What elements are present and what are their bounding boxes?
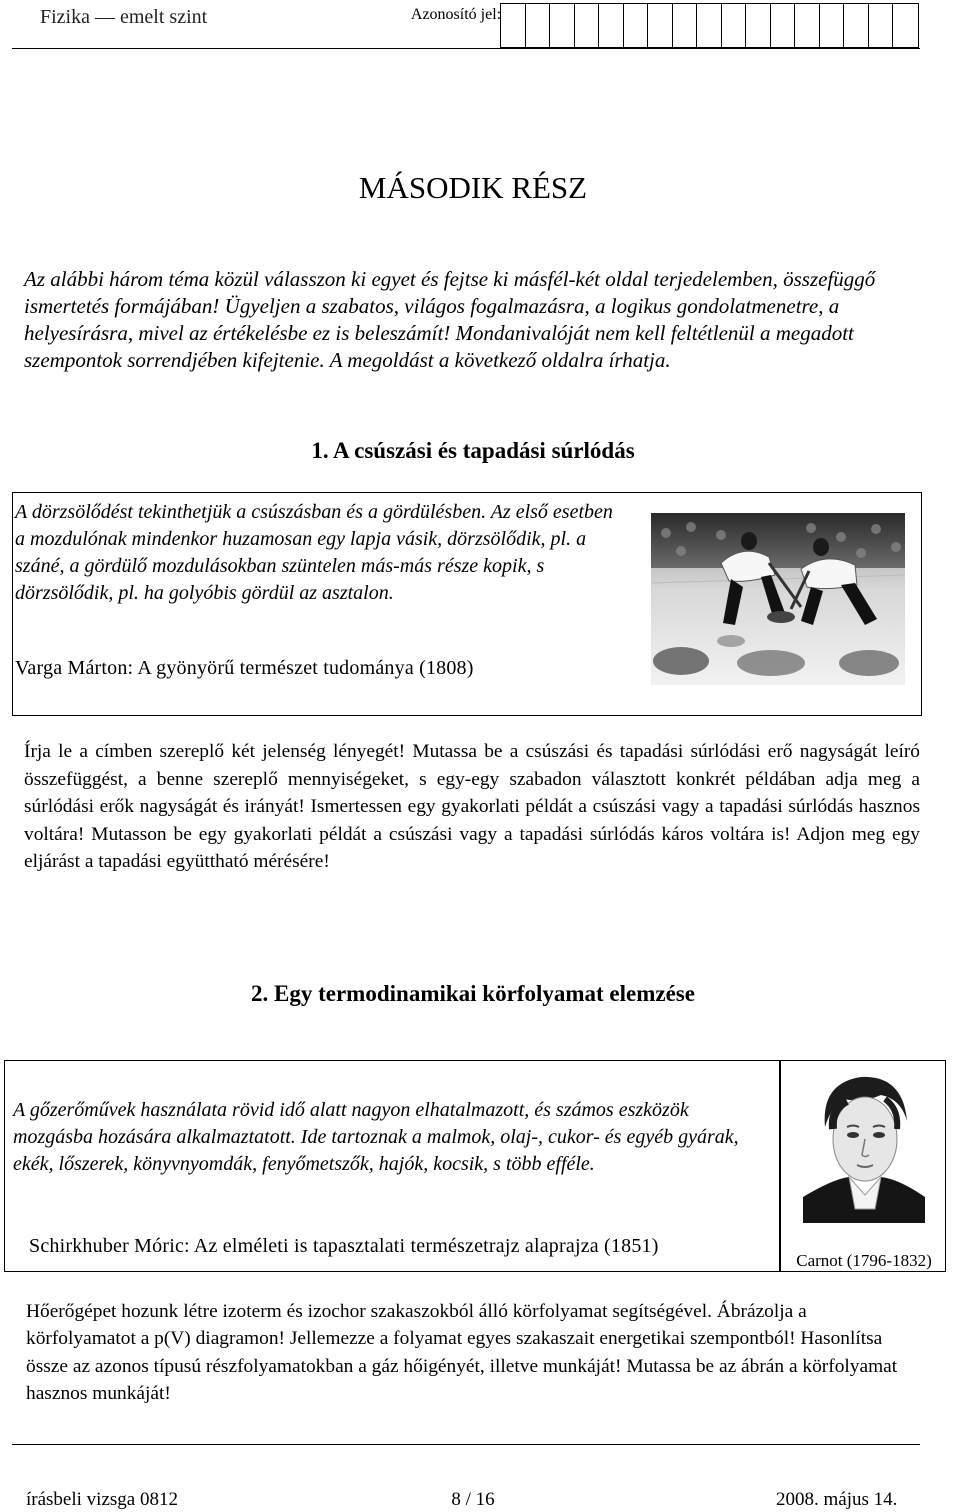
id-box[interactable] bbox=[599, 4, 624, 47]
carnot-portrait-icon bbox=[803, 1069, 925, 1223]
id-box[interactable] bbox=[722, 4, 747, 47]
id-box[interactable] bbox=[746, 4, 771, 47]
id-box[interactable] bbox=[673, 4, 698, 47]
id-box[interactable] bbox=[624, 4, 649, 47]
topic1-title: 1. A csúszási és tapadási súrlódás bbox=[311, 438, 635, 463]
footer-divider bbox=[12, 1444, 920, 1445]
id-box[interactable] bbox=[648, 4, 673, 47]
curling-photo-icon bbox=[651, 513, 905, 685]
id-box[interactable] bbox=[697, 4, 722, 47]
footer-page-number: 8 / 16 bbox=[451, 1489, 495, 1510]
topic1-quote-box bbox=[12, 492, 922, 716]
header-divider bbox=[12, 48, 920, 49]
id-box[interactable] bbox=[550, 4, 575, 47]
intro-instructions bbox=[24, 266, 924, 374]
id-box[interactable] bbox=[869, 4, 894, 47]
footer-exam-code: írásbeli vizsga 0812 bbox=[26, 1489, 178, 1510]
intro-text: Az alábbi három téma közül válasszon ki egyet és fejtse ki másfél-két oldal terjedelemben, összefüggő ismertetés formájában! Ügyeljen a szabatos, világos fogalmazásra, a logikus gondolatmenetre, a helyesírásra, mivel az értékelésbe ez is beleszámít! Mondanivalóját nem kell feltétlenül a megadott szempontok sorrendjében kifejtenie. A megoldást a következő oldalra írhatja. bbox=[24, 267, 876, 372]
id-box[interactable] bbox=[844, 4, 869, 47]
topic2-title: 2. Egy termodinamikai körfolyamat elemzése bbox=[251, 981, 695, 1006]
id-box[interactable] bbox=[771, 4, 796, 47]
header-subject: Fizika — emelt szint bbox=[40, 6, 208, 28]
topic1-quote: A dörzsölődést tekinthetjük a csúszásban és a gördülésben. Az első esetben a mozdulónak mindenkor huzamosan egy lapja vásik, dörzsölődik, pl. a száné, a gördülő mozdulásokban szüntelen más-más része kopik, s dörzsölődik, pl. ha golyóbis gördül az asztalon. bbox=[15, 501, 613, 604]
id-label: Azonosító jel: bbox=[410, 6, 502, 23]
portrait-caption: Carnot (1796-1832) bbox=[796, 1251, 932, 1270]
topic2-task: Hőerőgépet hozunk létre izoterm és izochor szakaszokból álló körfolyamat segítségével. Ábrázolja a körfolyamatot a p(V) diagramon! Jellemezze a folyamat egyes szakaszait energetikai szempontból! Hasonlítsa össze az azonos típusú részfolyamatokban a gáz hőigényét, illetve munkáját! Mutassa be az ábrán a körfolyamat hasznos munkáját! bbox=[26, 1301, 898, 1405]
id-box[interactable] bbox=[795, 4, 820, 47]
topic2-quote-box bbox=[4, 1060, 780, 1272]
id-box[interactable] bbox=[526, 4, 551, 47]
topic1-citation: Varga Márton: A gyönyörű természet tudománya (1808) bbox=[15, 657, 474, 679]
id-box[interactable] bbox=[893, 4, 918, 47]
id-box[interactable] bbox=[575, 4, 600, 47]
topic2-citation: Schirkhuber Móric: Az elméleti is tapasztalati természetrajz alaprajza (1851) bbox=[29, 1235, 659, 1257]
id-box[interactable] bbox=[820, 4, 845, 47]
topic1-task: Írja le a címben szereplő két jelenség lényegét! Mutassa be a csúszási és tapadási súrlódási erő nagyságát leíró összefüggést, a benne szereplő mennyiségeket, s egy-egy szabadon választott konkrét példában adja meg a súrlódási erők nagyságát és irányát! Ismertessen egy gyakorlati példát a csúszási vagy a tapadási súrlódás hasznos voltára! Mutasson be egy gyakorlati példát a csúszási vagy a tapadási súrlódás káros voltára is! Adjon meg egy eljárást a tapadási együttható mérésére! bbox=[24, 741, 920, 873]
footer-date: 2008. május 14. bbox=[776, 1489, 898, 1510]
section-title: MÁSODIK RÉSZ bbox=[358, 170, 588, 205]
topic2-portrait-box bbox=[780, 1060, 946, 1272]
id-boxes[interactable] bbox=[500, 3, 919, 48]
topic2-quote: A gőzerőművek használata rövid idő alatt nagyon elhatalmazott, és számos eszközök mozgásba hozására alkalmaztatott. Ide tartoznak a malmok, olaj-, cukor- és egyéb gyárak, ekék, lőszerek, könyvnyomdák, fenyőmetszők, hajók, kocsik, s több efféle. bbox=[13, 1099, 739, 1175]
id-box[interactable] bbox=[501, 4, 526, 47]
